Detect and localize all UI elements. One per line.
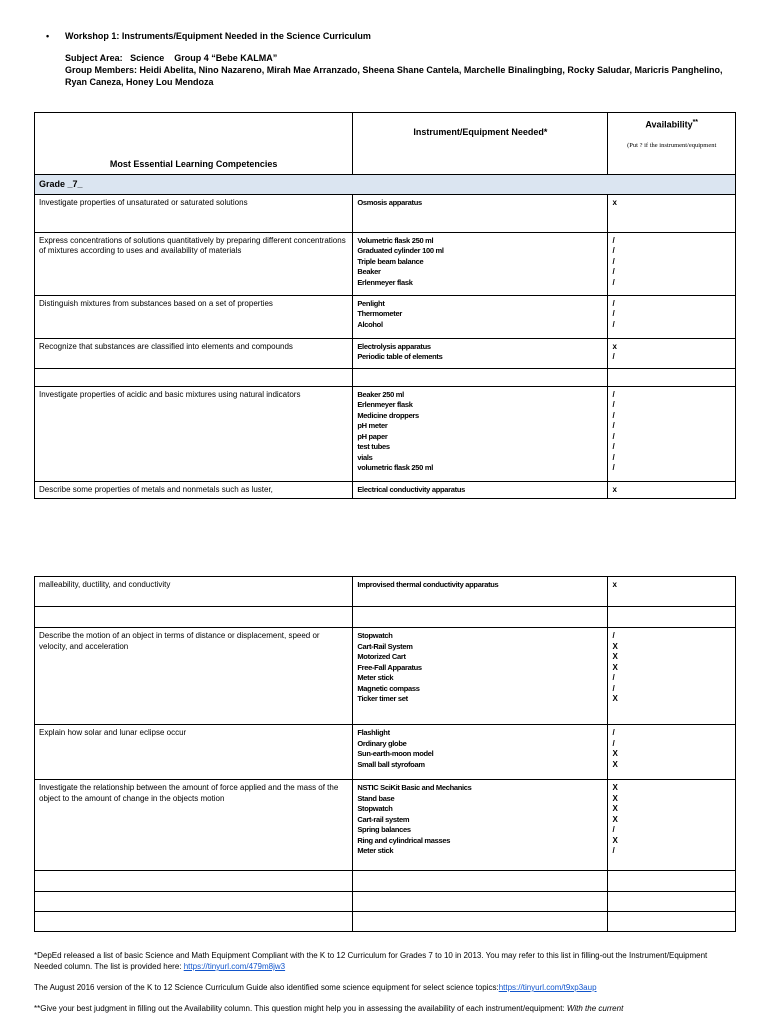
- equipment-item: Volumetric flask 250 ml: [357, 235, 434, 245]
- availability-mark: X: [612, 793, 618, 803]
- col-header-availability: [608, 113, 736, 175]
- availability-mark: /: [612, 673, 615, 682]
- availability-mark: X: [612, 749, 618, 758]
- equipment-item: Cart-Rail System: [357, 641, 413, 651]
- availability-note: (Put ? if the instrument/equipment: [627, 142, 717, 150]
- availability-cell: [608, 912, 736, 932]
- table-row: [35, 628, 736, 725]
- competency-cell: [35, 892, 353, 912]
- competency-cell: Investigate the relationship between the amount of force applied and the mass of the object to the amount of change in the objects motion: [35, 780, 353, 871]
- availability-mark: /: [612, 431, 615, 441]
- availability-mark: /: [612, 728, 615, 737]
- equipment-item: Improvised thermal conductivity apparatus: [357, 580, 499, 589]
- availability-mark: /: [612, 277, 615, 287]
- availability-mark: x: [612, 484, 617, 494]
- table-row: [35, 725, 736, 780]
- availability-cell: [608, 780, 736, 871]
- availability-mark: /: [612, 452, 615, 462]
- equipment-item: Alcohol: [357, 319, 383, 329]
- equipment-item: Magnetic compass: [357, 683, 420, 693]
- equipment-item: Sun-earth-moon model: [357, 749, 434, 758]
- table-row: [35, 194, 736, 232]
- availability-mark: /: [612, 298, 615, 308]
- competency-cell: [35, 871, 353, 892]
- footnotes: [34, 950, 736, 1024]
- col-header-competency: Most Essential Learning Competencies: [35, 113, 353, 175]
- table-row: [35, 481, 736, 499]
- equipment-item: pH paper: [357, 431, 388, 441]
- availability-mark: /: [612, 683, 615, 693]
- equipment-item: Stopwatch: [357, 631, 393, 640]
- availability-mark: X: [612, 804, 618, 813]
- competency-cell: Investigate properties of unsaturated or saturated solutions: [35, 194, 353, 232]
- availability-mark: x: [612, 341, 617, 351]
- availability-mark: /: [612, 442, 615, 451]
- document-header: [46, 30, 736, 88]
- availability-mark: X: [612, 835, 618, 845]
- competency-cell: Distinguish mixtures from substances based on a set of properties: [35, 295, 353, 338]
- competency-cell: [35, 607, 353, 628]
- table-row: [35, 780, 736, 871]
- table-row: [35, 295, 736, 338]
- footnote-curriculum-guide: [34, 982, 736, 993]
- availability-mark: x: [612, 197, 617, 207]
- equipment-cell: [353, 892, 608, 912]
- competency-table-page2: [34, 576, 736, 932]
- competency-cell: malleability, ductility, and conductivity: [35, 577, 353, 607]
- availability-mark: /: [612, 410, 615, 420]
- availability-mark: /: [612, 352, 615, 361]
- availability-mark: /: [612, 463, 615, 472]
- availability-cell: [608, 232, 736, 295]
- workshop-title: Workshop 1: Instruments/Equipment Needed in the Science Curriculum: [65, 31, 371, 41]
- competency-cell: Describe some properties of metals and nonmetals such as luster,: [35, 481, 353, 499]
- footnote-3-italic: With the current: [566, 1004, 624, 1013]
- footnote-2-link[interactable]: https://tinyurl.com/t9xp3aup: [498, 983, 597, 992]
- equipment-item: Ring and cylindrical masses: [357, 835, 451, 845]
- equipment-cell: [353, 338, 608, 368]
- equipment-cell: [353, 232, 608, 295]
- availability-mark: x: [612, 580, 617, 589]
- equipment-item: Triple beam balance: [357, 256, 424, 266]
- availability-mark: /: [612, 400, 615, 409]
- equipment-item: Motorized Cart: [357, 652, 406, 661]
- equipment-item: Small ball styrofoam: [357, 759, 425, 769]
- equipment-item: pH meter: [357, 421, 388, 430]
- competency-cell: Explain how solar and lunar eclipse occur: [35, 725, 353, 780]
- equipment-cell: [353, 481, 608, 499]
- equipment-item: Stand base: [357, 793, 395, 803]
- competency-cell: Investigate properties of acidic and basic mixtures using natural indicators: [35, 386, 353, 481]
- availability-cell: [608, 481, 736, 499]
- equipment-item: Osmosis apparatus: [357, 197, 422, 207]
- availability-mark: /: [612, 825, 615, 834]
- availability-mark: /: [612, 267, 615, 276]
- equipment-item: Beaker 250 ml: [357, 389, 404, 399]
- footnote-1-text: *DepEd released a list of basic Science and Math Equipment Compliant with the K to 12 Curriculum for Grades 7 to 10 in 2013. You may refer to this list in filling-out the Instrument/Equipment Needed column. The list is provided here:: [34, 951, 708, 971]
- competency-cell: Recognize that substances are classified into elements and compounds: [35, 338, 353, 368]
- equipment-cell: [353, 386, 608, 481]
- availability-cell: [608, 892, 736, 912]
- equipment-cell: [353, 194, 608, 232]
- availability-mark: /: [612, 631, 615, 640]
- availability-title: Availability: [645, 119, 693, 130]
- equipment-item: Erlenmeyer flask: [357, 277, 413, 287]
- equipment-item: vials: [357, 452, 373, 462]
- footnote-1-link[interactable]: https://tinyurl.com/479m8jw3: [183, 962, 286, 971]
- table-row: [35, 577, 736, 607]
- availability-cell: [608, 607, 736, 628]
- equipment-item: NSTIC SciKit Basic and Mechanics: [357, 783, 472, 792]
- availability-cell: [608, 194, 736, 232]
- equipment-item: Electrolysis apparatus: [357, 341, 431, 351]
- availability-mark: /: [612, 256, 615, 266]
- equipment-item: Flashlight: [357, 728, 390, 737]
- competency-cell: [35, 368, 353, 386]
- availability-mark: X: [612, 783, 618, 792]
- equipment-cell: [353, 577, 608, 607]
- group-members: Group Members: Heidi Abelita, Nino Nazareno, Mirah Mae Arranzado, Sheena Shane Cantela, Marchelle Binalingbing, Rocky Saludar, Maricris Panghelino, Ryan Caneza, Honey Lou Mendoza: [65, 65, 723, 87]
- subject-line: Subject Area: Science Group 4 “Bebe KALMA”: [65, 53, 278, 63]
- competency-table-page1: [34, 112, 736, 499]
- equipment-item: Electrical conductivity apparatus: [357, 484, 465, 494]
- equipment-item: Graduated cylinder 100 ml: [357, 246, 444, 255]
- availability-mark: X: [612, 652, 618, 661]
- availability-mark: X: [612, 662, 618, 672]
- equipment-item: Ticker timer set: [357, 694, 408, 703]
- equipment-item: Ordinary globe: [357, 738, 407, 748]
- availability-cell: [608, 577, 736, 607]
- equipment-item: Penlight: [357, 298, 385, 308]
- availability-cell: [608, 871, 736, 892]
- availability-cell: [608, 295, 736, 338]
- equipment-item: Spring balances: [357, 825, 411, 834]
- grade-label: Grade _7_: [35, 175, 736, 195]
- availability-cell: [608, 386, 736, 481]
- bullet-icon: •: [46, 31, 50, 41]
- footnote-availability: [34, 1003, 736, 1014]
- equipment-item: Meter stick: [357, 673, 394, 682]
- availability-mark: /: [612, 309, 615, 318]
- availability-cell: [608, 368, 736, 386]
- availability-sup: **: [692, 119, 699, 126]
- equipment-cell: [353, 871, 608, 892]
- availability-mark: /: [612, 389, 615, 399]
- availability-mark: /: [612, 421, 615, 430]
- availability-mark: X: [612, 759, 618, 769]
- equipment-item: test tubes: [357, 442, 390, 451]
- equipment-item: Meter stick: [357, 846, 394, 855]
- table-row: [35, 892, 736, 912]
- equipment-item: Free-Fall Apparatus: [357, 662, 422, 672]
- availability-mark: /: [612, 246, 615, 255]
- grade-row: [35, 175, 736, 195]
- table-row: [35, 607, 736, 628]
- competency-cell: Express concentrations of solutions quantitatively by preparing different concentrations of mixtures according to uses and availability of materials: [35, 232, 353, 295]
- table-row: [35, 386, 736, 481]
- footnote-equipment-list: [34, 950, 736, 972]
- equipment-item: Medicine droppers: [357, 410, 419, 420]
- equipment-cell: [353, 368, 608, 386]
- equipment-cell: [353, 912, 608, 932]
- availability-mark: X: [612, 814, 618, 824]
- footnote-3-text: **Give your best judgment in filling out the Availability column. This question might help you in assessing the availability of each instrument/equipment:: [34, 1004, 567, 1013]
- equipment-item: Cart-rail system: [357, 814, 410, 824]
- availability-mark: X: [612, 641, 618, 651]
- table-row: [35, 232, 736, 295]
- table-row: [35, 912, 736, 932]
- col-header-equipment: Instrument/Equipment Needed*: [353, 113, 608, 175]
- footnote-2-text: The August 2016 version of the K to 12 Science Curriculum Guide also identified some science equipment for select science topics:: [34, 983, 499, 992]
- availability-mark: X: [612, 694, 618, 703]
- table-row: [35, 368, 736, 386]
- equipment-item: Beaker: [357, 267, 381, 276]
- availability-mark: /: [612, 738, 615, 748]
- table-row: [35, 338, 736, 368]
- availability-cell: [608, 338, 736, 368]
- equipment-item: Periodic table of elements: [357, 352, 443, 361]
- equipment-item: volumetric flask 250 ml: [357, 463, 433, 472]
- availability-mark: /: [612, 319, 615, 329]
- equipment-item: Thermometer: [357, 309, 402, 318]
- equipment-cell: [353, 295, 608, 338]
- table-row: [35, 871, 736, 892]
- equipment-cell: [353, 628, 608, 725]
- table-header-row: [35, 113, 736, 175]
- competency-cell: [35, 912, 353, 932]
- availability-cell: [608, 628, 736, 725]
- equipment-cell: [353, 607, 608, 628]
- availability-cell: [608, 725, 736, 780]
- equipment-item: Stopwatch: [357, 804, 393, 813]
- availability-mark: /: [612, 846, 615, 855]
- equipment-cell: [353, 780, 608, 871]
- equipment-cell: [353, 725, 608, 780]
- availability-mark: /: [612, 235, 615, 245]
- competency-cell: Describe the motion of an object in terms of distance or displacement, speed or velocity, and acceleration: [35, 628, 353, 725]
- equipment-item: Erlenmeyer flask: [357, 400, 413, 409]
